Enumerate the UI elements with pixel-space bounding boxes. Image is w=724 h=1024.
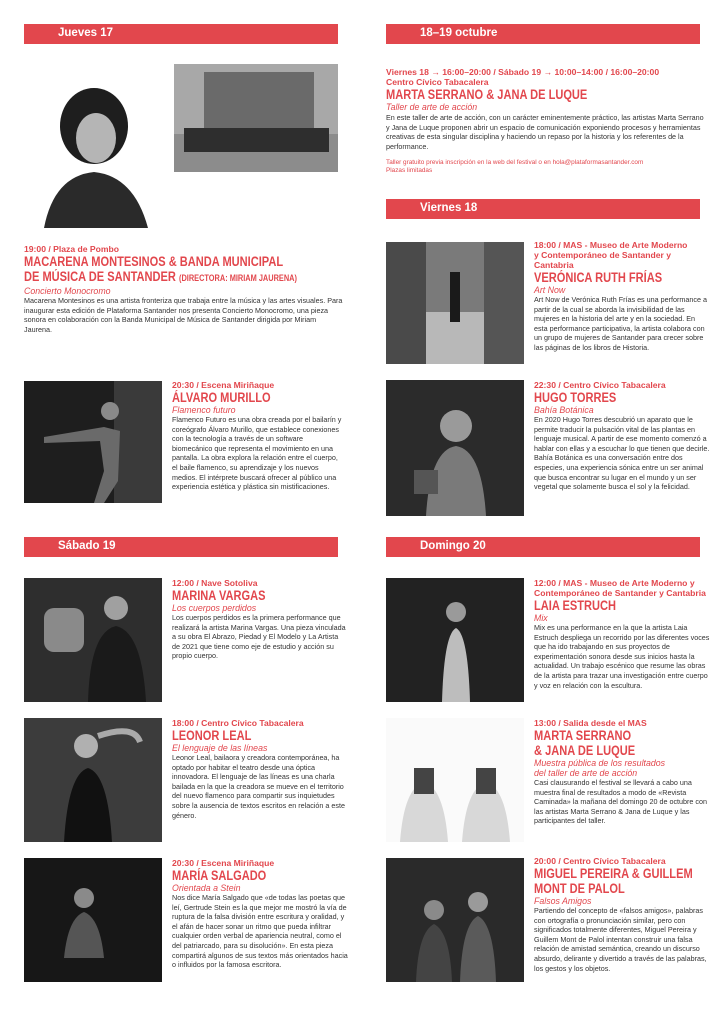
- event-description: Nos dice María Salgado que «de todas las poetas que leí, Gertrude Stein es la que mejor me mostró la vía de ruptura de la falsa división entre escritura y oralidad, y el afán de hacer sonar un ritmo que pueda infiltrar cualquier orden verbal de apariencia neutral, como el del patriarcado, para su disolución». En esta pieza compartirá algunos de sus textos más orientados hacia o influidos por la famosa escritora.: [172, 893, 348, 970]
- event-description: En 2020 Hugo Torres descubrió un aparato que le permite traducir la pulsación vital de las plantas en lenguaje musical. A partir de ese momento comenzó a hablar con ellas y a escuchar lo que tienen que decirle. Bahía Botánica es una conversación entre dos especies, una experiencia sónica entre un ser animal que busca encontrar su lugar en el mundo y un ser vegetal que solamente busca el sol y la felicidad.: [534, 415, 710, 492]
- day-label: Jueves 17: [58, 27, 113, 39]
- event-subtitle: Concierto Monocromo: [24, 286, 111, 296]
- event-subtitle: Flamenco futuro: [172, 405, 236, 415]
- taller-places-note: Plazas limitadas: [386, 167, 433, 175]
- leonor-block: [172, 718, 348, 820]
- muestra-block: [534, 718, 710, 826]
- event-title: VERÓNICA RUTH FRÍAS: [534, 270, 663, 285]
- day-band-jueves: [24, 24, 338, 44]
- event-meta: 12:00 / Nave Sotoliva: [172, 578, 258, 588]
- hugo-block: [534, 380, 710, 492]
- event-description: Los cuerpos perdidos es la primera performance que realizará la artista Marina Vargas. Una pieza vinculada a su obra El Abrazo, Piedad y El Modelo y La Artista de 2021 que tiene como eje de estudio y acción su propio cuerpo.: [172, 613, 346, 661]
- event-subtitle: El lenguaje de las líneas: [172, 743, 268, 753]
- event-description: Macarena Montesinos es una artista fronteriza que trabaja entre la música y las artes visuales. Para inaugurar esta edición de Plataforma Santander nos presenta Concierto Monocromo, una pieza sonora en colaboración con la Banda Municipal de Música de Santander dirigida por Miriam Jaurena.: [24, 296, 343, 334]
- miguel-block: [534, 856, 710, 973]
- event-description: Mix es una performance en la que la artista Laia Estruch despliega un recorrido por las diferentes voces que ha ido trabajando en sus proyectos de experimentación sonora desde sus inicios hasta la actualidad. Un trabajo escénico que resume las obras de la artista para trazar una investigación entre cuerpo y voz en relación con la escultura.: [534, 623, 710, 690]
- veronica-block: [534, 240, 710, 353]
- event-subtitle: Muestra pública de los resultados: [534, 758, 666, 768]
- macarena-block: [24, 244, 344, 334]
- day-band-domingo: [386, 537, 700, 557]
- event-subtitle: Art Now: [534, 285, 566, 295]
- day-label: 18–19 octubre: [420, 27, 498, 39]
- event-meta: Contemporáneo de Santander y Cantabria: [534, 588, 706, 598]
- day-band-octubre: [386, 24, 700, 44]
- event-title: LAIA ESTRUCH: [534, 598, 616, 613]
- event-meta: 22:30 / Centro Cívico Tabacalera: [534, 380, 666, 390]
- taller-description: En este taller de arte de acción, con un carácter eminentemente práctico, las artistas Marta Serrano y Jana de Luque proponen abrir un espacio de comunicación exponiendo procesos y herramientas creativas de esta singular disciplina y haciendo un repaso por la historia y los referentes de la performance.: [386, 113, 704, 151]
- event-director: (DIRECTORA: MIRIAM JAURENA): [179, 273, 297, 283]
- event-description: Partiendo del concepto de «falsos amigos», palabras con ortografía o pronunciación similar, pero con significados totalmente diferentes, Miguel Pereira y Guillem Mont de Palol intentan construir una falsa relación de amistad semántica, creando un discurso absurdo, delirante y divertido a través de las palabras, los gestos y los objetos.: [534, 906, 707, 973]
- event-title: LEONOR LEAL: [172, 728, 252, 743]
- event-title-line2: & JANA DE LUQUE: [534, 743, 636, 758]
- event-title: HUGO TORRES: [534, 390, 617, 405]
- day-label: Domingo 20: [420, 540, 486, 552]
- marina-photo: [24, 578, 162, 702]
- muestra-photo: [386, 718, 524, 842]
- event-title-line2: MONT DE PALOL: [534, 881, 625, 896]
- event-subtitle: Mix: [534, 613, 548, 623]
- event-meta: 20:00 / Centro Cívico Tabacalera: [534, 856, 666, 866]
- event-description: Flamenco Futuro es una obra creada por el bailarín y coreógrafo Álvaro Murillo, que establece conexiones con la tecnología a través de un software biomecánico que representa el movimiento en una pantalla. La obra explora la relación entre el cuerpo, el baile flamenco, su aprendizaje y los nuevos medios. El intérprete buscará ofrecer al público una experiencia estética y plástica sin mistificaciones.: [172, 415, 342, 492]
- taller-title: MARTA SERRANO & JANA DE LUQUE: [386, 87, 588, 102]
- macarena-portrait-photo: [24, 64, 162, 228]
- laia-block: [534, 578, 710, 690]
- event-subtitle: del taller de arte de acción: [534, 768, 638, 778]
- event-title-line1: MACARENA MONTESINOS & BANDA MUNICIPAL: [24, 254, 284, 269]
- taller-inscription-note: Taller gratuito previa inscripción en la web del festival o en hola@plataformasantander.com: [386, 159, 644, 167]
- day-band-viernes: [386, 199, 700, 219]
- event-meta: y Contemporáneo de Santander y Cantabria: [534, 250, 672, 270]
- maria-block: [172, 858, 348, 970]
- event-meta: 20:30 / Escena Miriñaque: [172, 380, 275, 390]
- event-title-line1: MARTA SERRANO: [534, 728, 632, 743]
- day-label: Sábado 19: [58, 540, 116, 552]
- event-description: Leonor Leal, bailaora y creadora contemporánea, ha optado por habitar el teatro desde una óptica innovadora. El lenguaje de las líneas es una charla bailada en la que la creadora se mueve en el territorio del nuevo flamenco para compartir sus inquietudes sobre la ausencia de textos escritos en relación a este género.: [172, 753, 345, 820]
- event-title: MARINA VARGAS: [172, 588, 266, 603]
- event-meta: 18:00 / Centro Cívico Tabacalera: [172, 718, 304, 728]
- day-label: Viernes 18: [420, 202, 478, 214]
- taller-venue: Centro Cívico Tabacalera: [386, 77, 489, 87]
- alvaro-photo: [24, 381, 162, 503]
- leonor-photo: [24, 718, 162, 842]
- maria-photo: [24, 858, 162, 982]
- event-description: Casi clausurando el festival se llevará a cabo una muestra final de resultados a modo de «Revista Caminada» la mañana del domingo 20 de octubre con las artistas Marta Serrano & Jana de Luque y las participantes del taller.: [534, 778, 708, 826]
- event-title: MARÍA SALGADO: [172, 868, 267, 883]
- alvaro-block: [172, 380, 344, 492]
- event-meta: 19:00 / Plaza de Pombo: [24, 244, 120, 254]
- event-meta: 13:00 / Salida desde el MAS: [534, 718, 647, 728]
- event-meta: 12:00 / MAS - Museo de Arte Moderno y: [534, 578, 695, 588]
- laia-photo: [386, 578, 524, 702]
- taller-schedule: Viernes 18 → 16:00–20:00 / Sábado 19 → 10:00–14:00 / 16:00–20:00: [386, 67, 660, 77]
- event-title: ÁLVARO MURILLO: [172, 390, 271, 405]
- event-subtitle: Falsos Amigos: [534, 896, 592, 906]
- miguel-photo: [386, 858, 524, 982]
- taller-block: [386, 67, 704, 175]
- event-meta: 20:30 / Escena Miriñaque: [172, 858, 275, 868]
- taller-subtitle: Taller de arte de acción: [386, 102, 478, 112]
- event-title-line1: MIGUEL PEREIRA & GUILLEM: [534, 866, 693, 881]
- event-subtitle: Bahía Botánica: [534, 405, 594, 415]
- banda-municipal-photo: [174, 64, 338, 172]
- veronica-photo: [386, 242, 524, 364]
- hugo-photo: [386, 380, 524, 516]
- event-subtitle: Los cuerpos perdidos: [172, 603, 257, 613]
- day-band-sabado: [24, 537, 338, 557]
- event-subtitle: Orientada a Stein: [172, 883, 241, 893]
- marina-block: [172, 578, 348, 661]
- event-meta: 18:00 / MAS - Museo de Arte Moderno: [534, 240, 688, 250]
- event-title-line2: DE MÚSICA DE SANTANDER (DIRECTORA: MIRIAM JAURENA): [24, 269, 297, 284]
- event-description: Art Now de Verónica Ruth Frías es una performance a partir de la cual se aborda la invisibilidad de las mujeres en la historia del arte y en la sociedad. En esta performance participativa, la artista colabora con un grupo de mujeres de Santander para crecer sobre las páginas de los libros de Historia.: [534, 295, 707, 352]
